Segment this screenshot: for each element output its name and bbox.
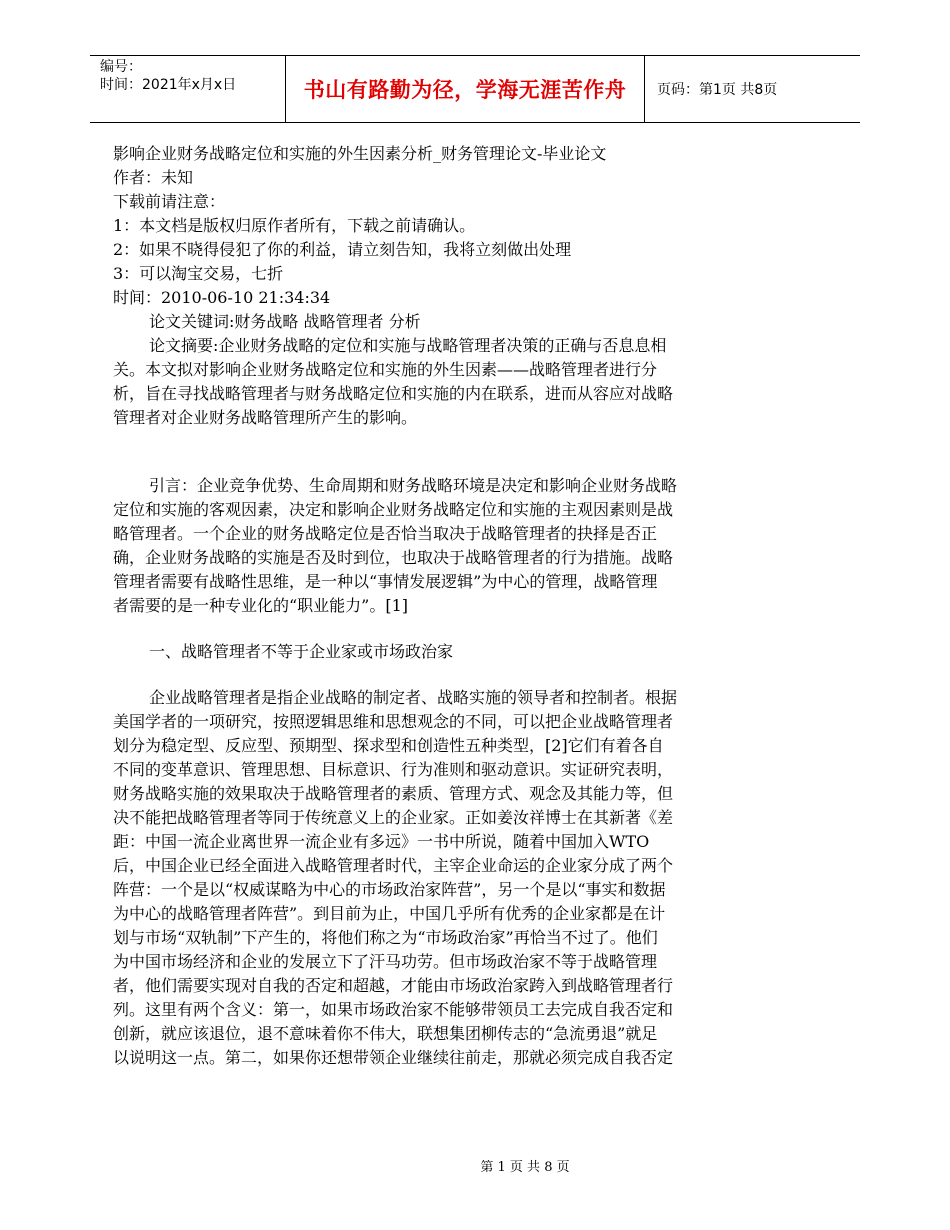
notice-item: 3：可以淘宝交易，七折 — [113, 264, 284, 283]
introduction — [113, 474, 773, 618]
abstract-line: 关。本文拟对影响企业财务战略定位和实施的外生因素——战略管理者进行分 — [113, 360, 658, 379]
body-line: 为中心的战略管理者阵营”。到目前为止，中国几乎所有优秀的企业家都是在计 — [113, 904, 666, 923]
header-page-info: 页码：第1页 共8页 — [657, 82, 778, 98]
body-line: 者，他们需要实现对自我的否定和超越，才能由市场政治家跨入到战略管理者行 — [113, 976, 674, 995]
header-meta — [90, 56, 285, 122]
body-line: 划与市场“双轨制”下产生的，将他们称之为“市场政治家”再恰当不过了。他们 — [113, 928, 658, 947]
page-footer — [0, 1156, 950, 1175]
intro-line: 略管理者。一个企业的财务战略定位是否恰当取决于战略管理者的抉择是否正 — [113, 524, 658, 543]
publish-time: 时间：2010-06-10 21:34:34 — [113, 288, 331, 307]
abstract — [113, 334, 773, 430]
page-header — [90, 55, 860, 123]
author: 作者：未知 — [113, 168, 194, 187]
notice-item: 1：本文档是版权归原作者所有，下载之前请确认。 — [113, 216, 476, 235]
body-line: 列。这里有两个含义：第一，如果市场政治家不能够带领员工去完成自我否定和 — [113, 1000, 674, 1019]
abstract-line: 析，旨在寻找战略管理者与财务战略定位和实施的内在联系，进而从容应对战略 — [113, 384, 674, 403]
abstract-line: 管理者对企业财务战略管理所产生的影响。 — [113, 408, 418, 427]
body-line: 创新，就应该退位，退不意味着你不伟大，联想集团柳传志的“急流勇退”就足 — [113, 1024, 658, 1043]
number-label: 编号： — [100, 59, 142, 75]
abstract-line: 论文摘要:企业财务战略的定位和实施与战略管理者决策的正确与否息息相 — [149, 336, 667, 355]
document-body — [113, 142, 773, 1070]
body-line: 后，中国企业已经全面进入战略管理者时代，主宰企业命运的企业家分成了两个 — [113, 856, 674, 875]
notice-title: 下载前请注意： — [113, 192, 226, 211]
body-line: 财务战略实施的效果取决于战略管理者的素质、管理方式、观念及其能力等，但 — [113, 784, 674, 803]
keywords: 论文关键词:财务战略 战略管理者 分析 — [149, 312, 421, 331]
footer-page-number: 第 1 页 共 8 页 — [480, 1160, 570, 1175]
body-line: 决不能把战略管理者等同于传统意义上的企业家。正如姜汝祥博士在其新著《差 — [113, 808, 674, 827]
body-line: 美国学者的一项研究，按照逻辑思维和思想观念的不同，可以把企业战略管理者 — [113, 712, 674, 731]
intro-line: 引言：企业竞争优势、生命周期和财务战略环境是决定和影响企业财务战略 — [149, 476, 678, 495]
body-line: 不同的变革意识、管理思想、目标意识、行为准则和驱动意识。实证研究表明， — [113, 760, 674, 779]
intro-line: 确，企业财务战略的实施是否及时到位，也取决于战略管理者的行为措施。战略 — [113, 548, 674, 567]
intro-line: 管理者需要有战略性思维，是一种以“事情发展逻辑”为中心的管理，战略管理 — [113, 572, 658, 591]
section-heading: 一、战略管理者不等于企业家或市场政治家 — [149, 642, 454, 661]
section-body — [113, 686, 773, 1070]
intro-line: 者需要的是一种专业化的“职业能力”。[1] — [113, 596, 409, 615]
body-line: 划分为稳定型、反应型、预期型、探求型和创造性五种类型，[2]它们有着各自 — [113, 736, 664, 755]
intro-line: 定位和实施的客观因素，决定和影响企业财务战略定位和实施的主观因素则是战 — [113, 500, 674, 519]
header-motto: 书山有路勤为径，学海无涯苦作舟 — [285, 56, 645, 122]
body-line: 为中国市场经济和企业的发展立下了汗马功劳。但市场政治家不等于战略管理 — [113, 952, 658, 971]
body-line: 阵营：一个是以“权威谋略为中心的市场政治家阵营”，另一个是以“事实和数据 — [113, 880, 666, 899]
body-line: 以说明这一点。第二，如果你还想带领企业继续往前走，那就必须完成自我否定 — [113, 1048, 674, 1067]
time-label: 时间：2021年x月x日 — [100, 77, 237, 93]
body-line: 距：中国一流企业离世界一流企业有多远》一书中所说，随着中国加入WTO — [113, 832, 650, 851]
notice-item: 2：如果不晓得侵犯了你的利益，请立刻告知，我将立刻做出处理 — [113, 240, 572, 259]
body-line: 企业战略管理者是指企业战略的制定者、战略实施的领导者和控制者。根据 — [149, 688, 678, 707]
document-title: 影响企业财务战略定位和实施的外生因素分析_财务管理论文-毕业论文 — [113, 144, 607, 163]
